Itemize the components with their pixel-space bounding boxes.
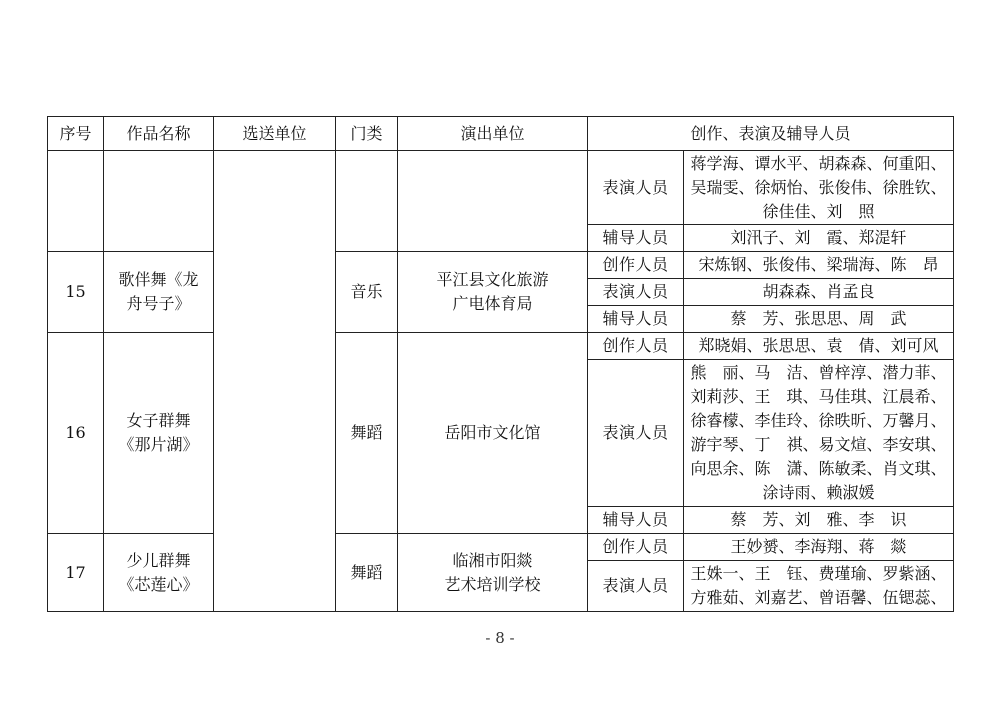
people-line: 王姝一、王 钰、费瑾瑜、罗紫涵、: [690, 564, 947, 583]
people-line: 王妙赟、李海翔、蒋 燚: [730, 537, 907, 556]
people-line: 胡森森、肖孟良: [762, 282, 875, 301]
people-list: [684, 507, 954, 534]
people-list: [684, 151, 954, 225]
seq-cell: 16: [48, 333, 104, 534]
seq-cell: 15: [48, 252, 104, 333]
work-cell: [104, 534, 214, 612]
table-row: [48, 333, 954, 360]
performer-line: 艺术培训学校: [444, 574, 541, 594]
header-category: 门类: [336, 117, 398, 151]
role-label: 表演人员: [588, 151, 684, 225]
people-line: 刘汛子、刘 霞、郑湜轩: [730, 228, 907, 247]
category-cell-empty: [336, 151, 398, 252]
header-seq: 序号: [48, 117, 104, 151]
performer-line: 平江县文化旅游: [436, 270, 549, 289]
people-line: 宋炼钢、张俊伟、梁瑞海、陈 昂: [698, 255, 939, 274]
table-row: [48, 252, 954, 279]
header-staff: 创作、表演及辅导人员: [588, 117, 954, 151]
people-list: [684, 225, 954, 252]
role-label: 创作人员: [588, 252, 684, 279]
people-line: 游宇琴、丁 祺、易文煊、李安琪、: [690, 435, 947, 454]
header-work: 作品名称: [104, 117, 214, 151]
seq-cell-empty: [48, 151, 104, 252]
people-line: 蔡 芳、刘 雅、李 识: [730, 510, 907, 529]
role-label: 表演人员: [588, 279, 684, 306]
table-row: [48, 534, 954, 561]
role-label: 表演人员: [588, 360, 684, 507]
performer-cell: [398, 534, 588, 612]
role-label: 辅导人员: [588, 225, 684, 252]
people-line: 徐佳佳、刘 照: [762, 201, 875, 221]
performer-cell-empty: [398, 151, 588, 252]
role-label: 创作人员: [588, 333, 684, 360]
header-row: [48, 117, 954, 151]
performer-cell: [398, 252, 588, 333]
work-line: 少儿群舞: [126, 550, 191, 570]
people-list: [684, 279, 954, 306]
work-line: 舟号子》: [126, 294, 191, 313]
role-label: 创作人员: [588, 534, 684, 561]
program-table: [47, 116, 954, 612]
people-line: 方雅茹、刘嘉艺、曾语馨、伍锶蕊、: [690, 588, 947, 607]
role-label: 表演人员: [588, 561, 684, 612]
category-cell: 音乐: [336, 252, 398, 333]
work-cell: [104, 252, 214, 333]
work-line: 歌伴舞《龙: [118, 270, 199, 289]
performer-line: 广电体育局: [452, 294, 533, 313]
people-list: [684, 534, 954, 561]
category-cell: 舞蹈: [336, 534, 398, 612]
category-cell: 舞蹈: [336, 333, 398, 534]
seq-cell: 17: [48, 534, 104, 612]
work-line: 《芯莲心》: [118, 574, 199, 594]
work-line: 《那片湖》: [118, 435, 199, 454]
role-label: 辅导人员: [588, 507, 684, 534]
performer-cell: [398, 333, 588, 534]
role-label: 辅导人员: [588, 306, 684, 333]
people-list: [684, 333, 954, 360]
people-list: [684, 306, 954, 333]
people-line: 吴瑞雯、徐炳怡、张俊伟、徐胜钦、: [690, 177, 947, 197]
people-line: 徐睿檬、李佳玲、徐昳昕、万馨月、: [690, 411, 947, 430]
people-line: 郑晓娟、张思思、袁 倩、刘可风: [698, 336, 939, 355]
work-cell-empty: [104, 151, 214, 252]
people-line: 熊 丽、马 洁、曾梓淳、潜力菲、: [690, 363, 947, 382]
performer-line: 岳阳市文化馆: [444, 423, 541, 442]
page-number: - 8 -: [485, 629, 515, 647]
people-line: 涂诗雨、赖淑媛: [762, 483, 875, 502]
people-list: [684, 252, 954, 279]
sender-cell-empty: [214, 151, 336, 612]
people-line: 向思余、陈 潇、陈敏柔、肖文琪、: [690, 459, 947, 478]
header-performer: 演出单位: [398, 117, 588, 151]
people-line: 蒋学海、谭水平、胡森森、何重阳、: [690, 153, 947, 173]
people-line: 刘莉莎、王 琪、马佳琪、江晨希、: [690, 387, 947, 406]
work-cell: [104, 333, 214, 534]
performer-line: 临湘市阳燚: [452, 550, 533, 570]
people-list: [684, 360, 954, 507]
table-row: [48, 151, 954, 225]
people-line: 蔡 芳、张思思、周 武: [730, 309, 907, 328]
work-line: 女子群舞: [126, 411, 191, 430]
header-sender: 选送单位: [214, 117, 336, 151]
people-list: [684, 561, 954, 612]
